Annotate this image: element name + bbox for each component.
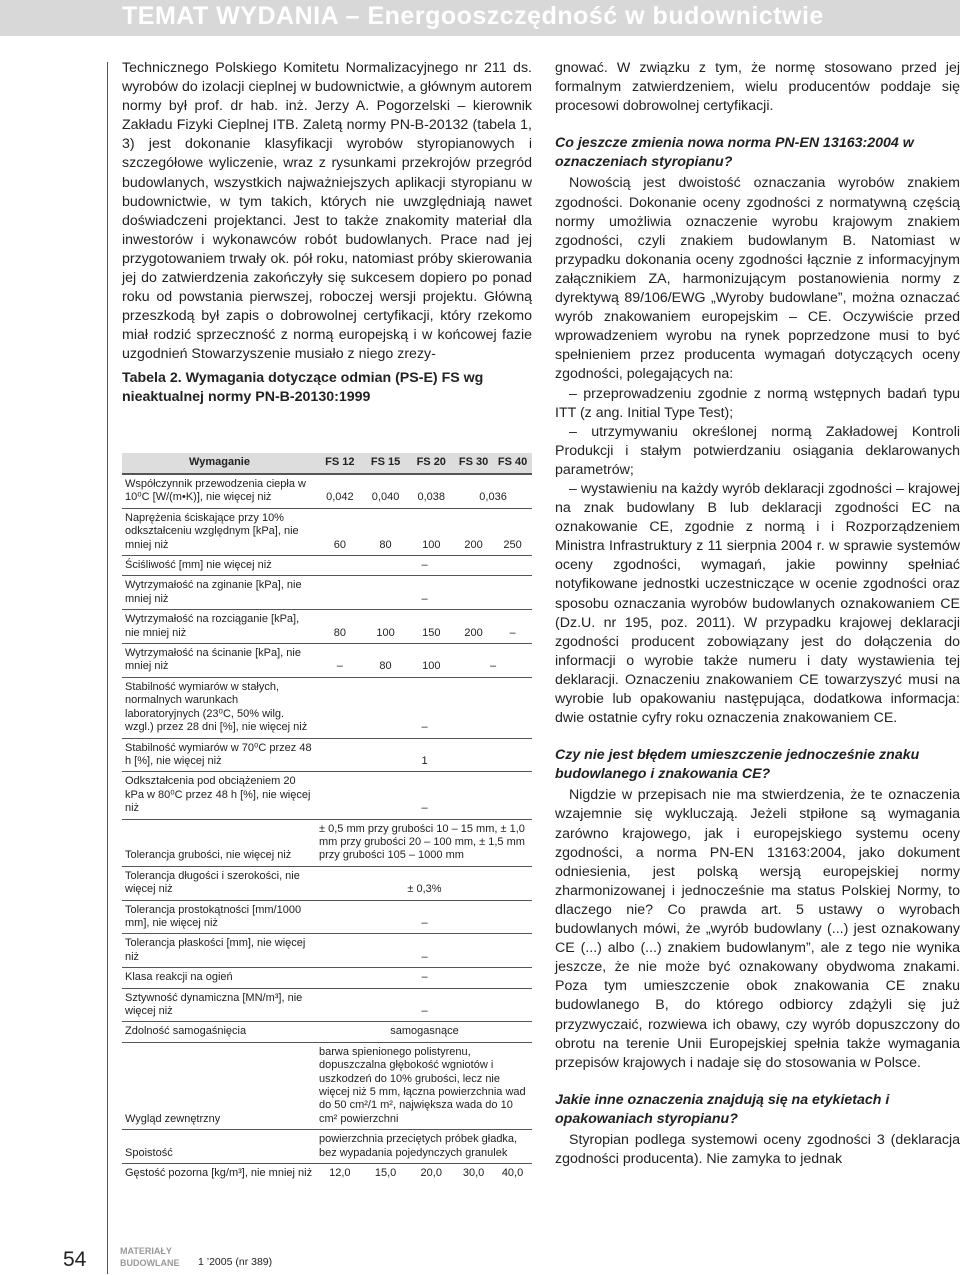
question-heading: Czy nie jest błędem umieszczenie jednocześnie znaku budowlanego i znakowania CE? bbox=[555, 747, 920, 783]
table-cell: 0,040 bbox=[363, 474, 409, 508]
table-row bbox=[122, 988, 532, 1022]
requirement-name: Klasa reakcji na ogień bbox=[122, 968, 317, 988]
table-cell: 20,0 bbox=[408, 1164, 454, 1184]
table-row bbox=[122, 900, 532, 934]
requirement-name: Wytrzymałość na ścinanie [kPa], nie mniej niż bbox=[122, 644, 317, 678]
requirement-name: Naprężenia ściskające przy 10% odkształceniu względnym [kPa], nie mniej niż bbox=[122, 508, 317, 555]
body-paragraph: Technicznego Polskiego Komitetu Normalizacyjnego nr 211 ds. wyrobów do izolacji cieplnej w budownictwie, a głównym autorem normy był prof. dr hab. inż. Jerzy A. Pogorzelski – kierownik Zakładu Fizyki Cieplnej ITB. Zaletą normy PN-B-20132 (tabela 1, 3) jest dokonanie klasyfikacji wyrobów styropianowych i szczegółowe wyliczenie, wraz z rysunkami przekrojów przegród budowlanych, wszystkich najważniejszych aplikacji styropianu w budownictwie, w tym takich, których nie uwzględniają nawet doświadczeni projektanci. Jest to także znakomity materiał dla inwestorów i wykonawców robót budowlanych. Prace nad jej przygotowaniem trwały ok. pół roku, natomiast próby skierowania jej do zatwierdzenia zakończyły się sukcesem dopiero po ponad roku od powstania pierwszej, roboczej wersji projektu. Główną przeszkodą był zapis o dobrowolnej certyfikacji, który rzekomo miał rodzić sprzeczność z normą europejską i w końcowej fazie uzgodnień Stowarzyszenie musiało z niego zrezy- bbox=[122, 60, 532, 363]
table-row bbox=[122, 968, 532, 988]
table-row bbox=[122, 508, 532, 555]
body-paragraph: gnować. W związku z tym, że normę stosowano przed jej formalnym zatwierdzeniem, wielu producentów poddaje się procesowi dobrowolnej certyfikacji. bbox=[555, 60, 960, 115]
table-cell: 0,038 bbox=[408, 474, 454, 508]
question-heading: Jakie inne oznaczenia znajdują się na etykietach i opakowaniach styropianu? bbox=[555, 1091, 890, 1127]
table-row bbox=[122, 556, 532, 576]
svg-text:MATERIAŁY: MATERIAŁY bbox=[120, 1246, 172, 1256]
requirement-name: Współczynnik przewodzenia ciepła w 10⁰C [W/(m•K)], nie więcej niż bbox=[122, 474, 317, 508]
requirement-name: Wygląd zewnętrzny bbox=[122, 1042, 317, 1129]
body-paragraph: Styropian podlega systemowi oceny zgodności 3 (deklaracja zgodności producenta). Nie zamyka to jednak bbox=[555, 1131, 960, 1168]
svg-text:BUDOWLANE: BUDOWLANE bbox=[120, 1258, 180, 1268]
list-item: – przeprowadzeniu zgodnie z normą wstępnych badań typu ITT (z ang. Initial Type Test); bbox=[555, 385, 960, 421]
requirement-name: Stabilność wymiarów w 70⁰C przez 48 h [%], nie więcej niż bbox=[122, 738, 317, 772]
list-item: – wystawieniu na każdy wyrób deklaracji zgodności – krajowej na znak budowlany B lub deklaracji zgodności EC na oznakowanie CE, zgodnie z normą i i Rozporządzeniem Ministra Infrastruktury z 11 sierpnia 2004 r. w sprawie systemów oceny zgodności, wymagań, jakie powinny spełniać notyfikowane jednostki uczestniczące w ocenie zgodności oraz sposobu oznaczania wyrobów budowlanych oznakowaniem CE (Dz.U. nr 195, poz. 2011). W przypadku krajowej deklaracji zgodności producent zobowiązany jest do dołączenia do informacji o wyrobie także numeru i daty wystawienia tej deklaracji. Oznaczeniu znakowaniem CE towarzyszyć musi na wyrobie lub opakowaniu następująca, dodatkowa informacja: dwie ostatnie cyfry roku oznaczenia znakowaniem CE. bbox=[555, 480, 960, 727]
table-cell: – bbox=[317, 934, 532, 968]
page-header bbox=[0, 0, 960, 36]
table-cell: 30,0 bbox=[454, 1164, 493, 1184]
table-header-row bbox=[122, 453, 532, 474]
body-paragraph: Nigdzie w przepisach nie ma stwierdzenia, że te oznaczenia wzajemnie się wykluczają. Jeżeli stpiłone są wymagania zarówno krajowego, jak i europejskiego systemu oceny zgodności, a norma PN-EN 13163:2004, jako dokument odniesienia, jest polską wersją europejskiej normy zharmonizowanej i jednocześnie ma status Polskiej Normy, to dlaczego nie? Co prawda art. 5 ustawy o wyrobach budowlanych mówi, że „wyrób budowlany (...) jest oznakowany CE (...) albo (...) znakiem budowlanym”, ale z tego nie wynika jeszcze, że nie może być oznakowany obydwoma znakami. Poza tym umieszczenie obok znakowania CE znaku budowlanego B, do którego odbiorcy zdążyli się już przyzwyczaić, rozwiewa ich obawy, czy wyrób dopuszczony do obrotu na terenie Unii Europejskiej spełnia także wymagania przepisów krajowych i nadaje się do stosowania w Polsce. bbox=[555, 787, 960, 1071]
requirement-name: Tolerancja grubości, nie więcej niż bbox=[122, 819, 317, 866]
column-header: Wymaganie bbox=[122, 453, 317, 474]
issue-label: 1 ’2005 (nr 389) bbox=[198, 1256, 273, 1268]
requirement-name: Sztywność dynamiczna [MN/m³], nie więcej niż bbox=[122, 988, 317, 1022]
requirement-name: Odkształcenia pod obciążeniem 20 kPa w 80⁰C przez 48 h [%], nie więcej niż bbox=[122, 772, 317, 819]
requirement-name: Spoistość bbox=[122, 1130, 317, 1164]
table-row bbox=[122, 677, 532, 738]
table-cell: 100 bbox=[408, 644, 454, 678]
table-row bbox=[122, 1042, 532, 1129]
table-row bbox=[122, 866, 532, 900]
table-cell: – bbox=[317, 900, 532, 934]
table-cell: 60 bbox=[317, 508, 363, 555]
table-row bbox=[122, 644, 532, 678]
table-cell: ± 0,3% bbox=[317, 866, 532, 900]
table-row bbox=[122, 819, 532, 866]
table-cell: 80 bbox=[317, 610, 363, 644]
table-cell: ± 0,5 mm przy grubości 10 – 15 mm, ± 1,0 mm przy grubości 20 – 100 mm, ± 1,5 mm przy grubości 105 – 1000 mm bbox=[317, 819, 532, 866]
table-cell: 15,0 bbox=[363, 1164, 409, 1184]
table-row bbox=[122, 1164, 532, 1184]
column-header: FS 40 bbox=[493, 453, 532, 474]
table-row bbox=[122, 576, 532, 610]
table-cell: 150 bbox=[408, 610, 454, 644]
table-cell: 12,0 bbox=[317, 1164, 363, 1184]
requirement-name: Zdolność samogaśnięcia bbox=[122, 1022, 317, 1042]
table-cell: powierzchnia przeciętych próbek gładka, bez wypadania pojedynczych granulek bbox=[317, 1130, 532, 1164]
requirement-name: Tolerancja prostokątności [mm/1000 mm], nie więcej niż bbox=[122, 900, 317, 934]
table-cell: – bbox=[317, 772, 532, 819]
table-cell: – bbox=[317, 644, 363, 678]
table-cell: 0,036 bbox=[454, 474, 532, 508]
body-paragraph: Nowością jest dwoistość oznaczania wyrobów znakiem zgodności. Dokonanie oceny zgodności z normatywną częścią normy umożliwia oznaczenie wyrobu krajowym znakiem zgodności, czyli znakiem budowlanym B. Natomiast w przypadku dokonania oceny zgodności łącznie z informacyjnym załącznikiem ZA, harmonizującym postanowienia normy z dyrektywą 89/106/EWG „Wyroby budowlane”, można oznaczać wyrób znakowaniem europejskim – CE. Oczywiście przed wprowadzeniem wyrobu na rynek poprzedzone musi to być spełnieniem przez producenta wymagań dotyczących oceny zgodności, polegających na: bbox=[555, 175, 960, 383]
table-row bbox=[122, 738, 532, 772]
magazine-logo bbox=[118, 1243, 192, 1269]
table-cell: 40,0 bbox=[493, 1164, 532, 1184]
table-cell: barwa spienionego polistyrenu, dopuszczalna głębokość wgniotów i uszkodzeń do 10% grubości, lecz nie więcej niż 5 mm, łączna powierzchnia wad do 50 cm²/1 m², największa wada do 10 cm² powierzchni bbox=[317, 1042, 532, 1129]
requirement-name: Ściśliwość [mm] nie więcej niż bbox=[122, 556, 317, 576]
list-item: – utrzymywaniu określonej normą Zakładowej Kontroli Produkcji i stałym potwierdzaniu osiągania deklarowanych parametrów; bbox=[555, 423, 960, 478]
table-cell: 200 bbox=[454, 610, 493, 644]
table-cell: – bbox=[317, 677, 532, 738]
requirement-name: Tolerancja długości i szerokości, nie więcej niż bbox=[122, 866, 317, 900]
requirements-table bbox=[122, 453, 532, 1183]
table-cell: samogasnące bbox=[317, 1022, 532, 1042]
column-header: FS 15 bbox=[363, 453, 409, 474]
requirement-name: Gęstość pozorna [kg/m³], nie mniej niż bbox=[122, 1164, 317, 1184]
table-cell: 200 bbox=[454, 508, 493, 555]
table-cell: – bbox=[454, 644, 532, 678]
column-header: FS 30 bbox=[454, 453, 493, 474]
table-caption: Tabela 2. Wymagania dotyczące odmian (PS-E) FS wg nieaktualnej normy PN-B-20130:1999 bbox=[122, 369, 484, 405]
table-cell: 100 bbox=[408, 508, 454, 555]
margin-rule bbox=[107, 62, 108, 1274]
table-cell: 80 bbox=[363, 644, 409, 678]
requirement-name: Wytrzymałość na rozciąganie [kPa], nie mniej niż bbox=[122, 610, 317, 644]
table-cell: – bbox=[317, 576, 532, 610]
table-cell: 80 bbox=[363, 508, 409, 555]
table-row bbox=[122, 934, 532, 968]
table-row bbox=[122, 474, 532, 508]
table-row bbox=[122, 1022, 532, 1042]
table-row bbox=[122, 1130, 532, 1164]
column-header: FS 12 bbox=[317, 453, 363, 474]
right-column bbox=[555, 59, 960, 1169]
table-cell: – bbox=[317, 988, 532, 1022]
question-heading: Co jeszcze zmienia nowa norma PN-EN 13163:2004 w oznaczeniach styropianu? bbox=[555, 135, 914, 171]
table-cell: 1 bbox=[317, 738, 532, 772]
column-header: FS 20 bbox=[408, 453, 454, 474]
left-column bbox=[122, 59, 532, 407]
page-number: 54 bbox=[63, 1248, 87, 1271]
requirement-name: Stabilność wymiarów w stałych, normalnych warunkach laboratoryjnych (23⁰C, 50% wilg. wzgl.) przez 28 dni [%], nie więcej niż bbox=[122, 677, 317, 738]
table-cell: 250 bbox=[493, 508, 532, 555]
table-row bbox=[122, 772, 532, 819]
table-body bbox=[122, 474, 532, 1183]
requirement-name: Tolerancja płaskości [mm], nie więcej niż bbox=[122, 934, 317, 968]
table-cell: – bbox=[317, 968, 532, 988]
requirement-name: Wytrzymałość na zginanie [kPa], nie mniej niż bbox=[122, 576, 317, 610]
table-cell: 100 bbox=[363, 610, 409, 644]
table-row bbox=[122, 610, 532, 644]
table-cell: – bbox=[317, 556, 532, 576]
section-title: TEMAT WYDANIA – Energooszczędność w budownictwie bbox=[122, 2, 824, 30]
table-cell: – bbox=[493, 610, 532, 644]
table-cell: 0,042 bbox=[317, 474, 363, 508]
